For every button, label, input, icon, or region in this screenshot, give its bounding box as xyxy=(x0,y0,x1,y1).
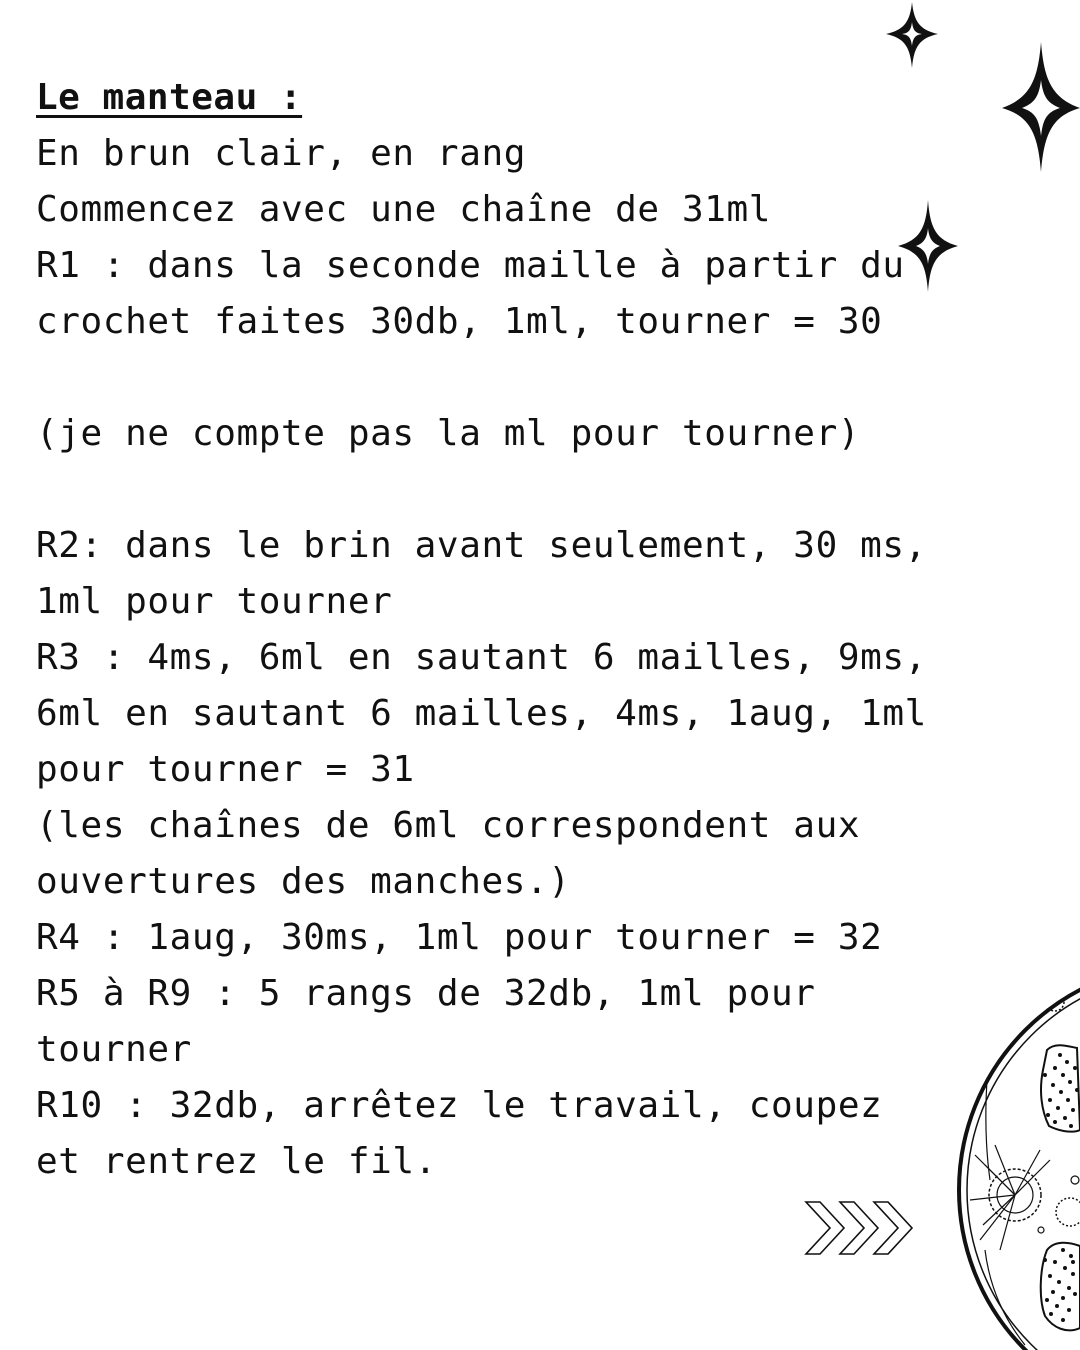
pattern-line: et rentrez le fil. xyxy=(36,1141,437,1182)
pattern-line: R1 : dans la seconde maille à partir du xyxy=(36,245,905,286)
moon-illustration xyxy=(955,950,1080,1350)
pattern-line: R10 : 32db, arrêtez le travail, coupez xyxy=(36,1085,883,1126)
pattern-line: crochet faites 30db, 1ml, tourner = 30 xyxy=(36,301,883,342)
pattern-line: R5 à R9 : 5 rangs de 32db, 1ml pour xyxy=(36,973,816,1014)
sparkle-star-icon xyxy=(896,198,960,294)
pattern-line: R4 : 1aug, 30ms, 1ml pour tourner = 32 xyxy=(36,917,883,958)
pattern-line: Commencez avec une chaîne de 31ml xyxy=(36,189,772,230)
blank-line xyxy=(36,462,1036,518)
pattern-line: tourner xyxy=(36,1029,192,1070)
next-arrows-icon xyxy=(804,1198,914,1258)
pattern-line: (je ne compte pas la ml pour tourner) xyxy=(36,413,861,454)
pattern-line: 1ml pour tourner xyxy=(36,581,393,622)
pattern-line: pour tourner = 31 xyxy=(36,749,415,790)
blank-line xyxy=(36,350,1036,406)
page-title: Le manteau : xyxy=(36,77,303,118)
pattern-line: 6ml en sautant 6 mailles, 4ms, 1aug, 1ml xyxy=(36,693,927,734)
pattern-line: (les chaînes de 6ml correspondent aux xyxy=(36,805,861,846)
pattern-line: ouvertures des manches.) xyxy=(36,861,571,902)
sparkle-star-icon xyxy=(1000,40,1080,174)
pattern-line: R2: dans le brin avant seulement, 30 ms, xyxy=(36,525,927,566)
pattern-text-block xyxy=(36,70,1036,1190)
sparkle-star-icon xyxy=(884,0,940,70)
pattern-line: En brun clair, en rang xyxy=(36,133,527,174)
pattern-line: R3 : 4ms, 6ml en sautant 6 mailles, 9ms, xyxy=(36,637,927,678)
